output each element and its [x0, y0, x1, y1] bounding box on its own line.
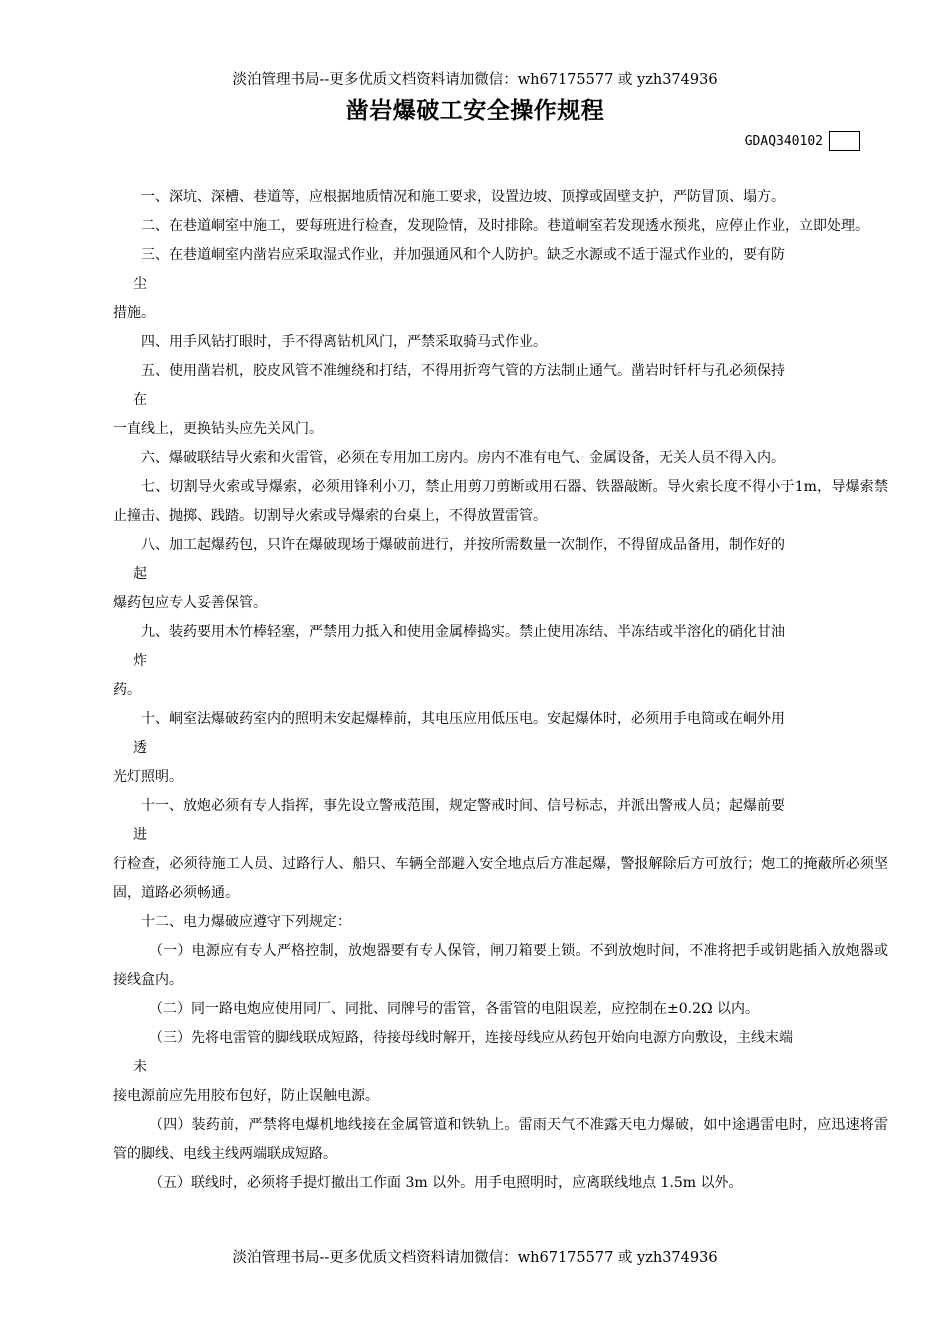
- rule-9-wrap: 炸: [133, 653, 147, 669]
- rule-7: 七、切割导火索或导爆索，必须用锋利小刀，禁止用剪刀剪断或用石器、铁器敲断。导火索长度不得小于1m，导爆索禁止撞击、抛掷、践踏。切割导火索或导爆索的台桌上，不得放置雷管。: [113, 479, 888, 524]
- rule-11-cont: 行检查，必须待施工人员、过路行人、船只、车辆全部避入安全地点后方准起爆，警报解除后方可放行；炮工的掩蔽所必须坚固，道路必须畅通。: [113, 856, 888, 901]
- rule-6: 六、爆破联结导火索和火雷管，必须在专用加工房内。房内不准有电气、金属设备，无关人员不得入内。: [141, 450, 785, 466]
- rule-9: 九、装药要用木竹棒轻塞，严禁用力抵入和使用金属棒捣实。禁止使用冻结、半冻结或半溶化的硝化甘油: [141, 624, 785, 640]
- rule-12: 十二、电力爆破应遵守下列规定：: [141, 914, 351, 930]
- rule-4: 四、用手风钻打眼时，手不得离钻机风门，严禁采取骑马式作业。: [141, 334, 547, 350]
- rule-5: 五、使用凿岩机，胶皮风管不准缠绕和打结，不得用折弯气管的方法制止通气。凿岩时钎杆与孔必须保持: [141, 363, 785, 379]
- rule-2: 二、在巷道峒室中施工，要每班进行检查，发现险情，及时排除。巷道峒室若发现透水预兆，应停止作业，立即处理。: [141, 218, 869, 234]
- rule-5-wrap: 在: [133, 392, 147, 408]
- rule-3-cont: 措施。: [113, 305, 155, 321]
- footer-watermark: 淡泊管理书局--更多优质文档资料请加微信：wh67175577 或 yzh374936: [232, 1250, 718, 1266]
- rule-11: 十一、放炮必须有专人指挥，事先设立警戒范围，规定警戒时间、信号标志，并派出警戒人员；起爆前要: [141, 798, 785, 814]
- rule-8-wrap: 起: [133, 566, 147, 582]
- sub-rule-3-wrap: 未: [133, 1059, 147, 1075]
- sub-rule-3-cont: 接电源前应先用胶布包好，防止误触电源。: [113, 1088, 379, 1104]
- sub-rule-2: （二）同一路电炮应使用同厂、同批、同牌号的雷管，各雷管的电阻误差，应控制在±0.2Ω 以内。: [149, 1001, 760, 1017]
- sub-rule-3: （三）先将电雷管的脚线联成短路，待接母线时解开，连接母线应从药包开始向电源方向敷设，主线末端: [149, 1030, 793, 1046]
- rule-11-wrap: 进: [133, 827, 147, 843]
- rules-body: [113, 183, 888, 1198]
- rule-3-wrap: 尘: [133, 276, 147, 292]
- rule-10-wrap: 透: [133, 740, 147, 756]
- document-code-row: [745, 130, 860, 152]
- header-watermark: 淡泊管理书局--更多优质文档资料请加微信：wh67175577 或 yzh374936: [232, 72, 718, 88]
- code-input-box: [829, 131, 860, 151]
- rule-3: 三、在巷道峒室内凿岩应采取湿式作业，并加强通风和个人防护。缺乏水源或不适于湿式作业的，要有防: [141, 247, 785, 263]
- rule-5-cont: 一直线上，更换钻头应先关风门。: [113, 421, 323, 437]
- rule-9-cont: 药。: [113, 682, 141, 698]
- page-title: 凿岩爆破工安全操作规程: [345, 98, 605, 124]
- rule-10-cont: 光灯照明。: [113, 769, 183, 785]
- sub-rule-4: （四）装药前，严禁将电爆机地线接在金属管道和铁轨上。雷雨天气不准露天电力爆破，如中途遇雷电时，应迅速将雷管的脚线、电线主线两端联成短路。: [113, 1117, 888, 1162]
- rule-8: 八、加工起爆药包，只许在爆破现场于爆破前进行，并按所需数量一次制作，不得留成品备用，制作好的: [141, 537, 785, 553]
- rule-8-cont: 爆药包应专人妥善保管。: [113, 595, 267, 611]
- document-code: GDAQ340102: [744, 133, 823, 149]
- sub-rule-5: （五）联线时，必须将手提灯撤出工作面 3m 以外。用手电照明时，应离联线地点 1.5m 以外。: [149, 1175, 743, 1191]
- rule-1: 一、深坑、深槽、巷道等，应根据地质情况和施工要求，设置边坡、顶撑或固壁支护，严防冒顶、塌方。: [141, 189, 785, 205]
- sub-rule-1: （一）电源应有专人严格控制，放炮器要有专人保管，闸刀箱要上锁。不到放炮时间，不准将把手或钥匙插入放炮器或接线盒内。: [113, 943, 888, 988]
- rule-10: 十、峒室法爆破药室内的照明未安起爆棒前，其电压应用低压电。安起爆体时，必须用手电筒或在峒外用: [141, 711, 785, 727]
